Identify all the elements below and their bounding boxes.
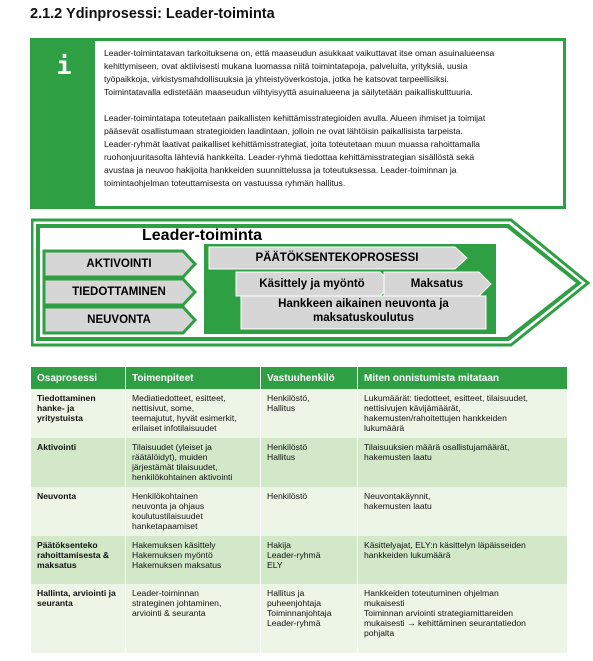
table-row: [31, 584, 567, 653]
cell-line: Leader-ryhmä: [267, 618, 321, 628]
cell-line: erilaiset infotilaisuudet: [132, 423, 217, 433]
info-box: [30, 38, 566, 209]
cell-line: mukaisesti: [364, 598, 405, 608]
table-row: [31, 438, 567, 487]
cell-line: koulutustilaisuudet: [132, 511, 203, 521]
cell-vastuuhenkilo: [261, 584, 358, 653]
label-tiedottaminen: TIEDOTTAMINEN: [72, 286, 166, 298]
cell-line: rahoittamisesta &: [37, 550, 110, 560]
process-title: PÄÄTÖKSENTEKOPROSESSI: [255, 252, 419, 264]
cell-line: yritystuista: [37, 413, 83, 423]
cell-line: Toiminnanjohtaja: [267, 608, 332, 618]
info-line: avustaa ja neuvoo hakijoita hankkeiden suunnittelussa ja toteutuksessa. Leader-toiminnan ja: [104, 165, 457, 175]
cell-line: Lukumäärät: tiedotteet, esitteet, tilaisuudet,: [364, 393, 528, 403]
info-line: Leader-toimintatapa toteutetaan paikallisten kehittämisstrategioiden avulla. Alueen ihmiset ja toimijat: [104, 113, 486, 123]
cell-line: räätälöidyt), muiden: [132, 452, 208, 462]
cell-line: hakemusten/rahoitettujen hankkeiden: [364, 413, 507, 423]
cell-osaprosessi: [31, 389, 126, 438]
cell-line: Hallinta, arviointi ja: [37, 588, 116, 598]
section-heading: 2.1.2 Ydinprosessi: Leader-toiminta: [30, 6, 275, 22]
cell-line: neuvonta ja ohjaus: [132, 501, 205, 511]
cell-osaprosessi: [31, 536, 126, 584]
info-text: [104, 47, 555, 203]
cell-toimenpiteet: [126, 487, 261, 536]
cell-vastuuhenkilo: [261, 438, 358, 487]
info-line: työpaikkoja, virkistysmahdollisuuksia ja yhteistyöverkostoja, jotka he katsovat tarpeellisiksi.: [104, 74, 449, 84]
cell-line: Hakija: [267, 540, 291, 550]
header-osaprosessi: Osaprosessi: [31, 367, 126, 389]
info-paragraph-2: [104, 112, 555, 190]
info-line: Leader-toimintatavan tarkoituksena on, että maaseudun asukkaat vaikuttavat itse oman asuinalueensa: [104, 48, 495, 58]
cell-vastuuhenkilo: [261, 389, 358, 438]
cell-toimenpiteet: [126, 389, 261, 438]
cell-toimenpiteet: [126, 536, 261, 584]
cell-vastuuhenkilo: [261, 536, 358, 584]
info-line: ruohonjuuritasolta lähteviä hankkeita. Leader-ryhmä tiedottaa kehittämisstrategian sisällöstä sekä: [104, 152, 475, 162]
header-toimenpiteet: Toimenpiteet: [126, 367, 261, 389]
cell-line: Henkilöstö: [267, 442, 308, 452]
leader-process-diagram: [31, 217, 591, 349]
cell-line: puheenjohtaja: [267, 598, 322, 608]
cell-line: hakemusten laatu: [364, 501, 432, 511]
cell-line: Neuvonta: [37, 491, 77, 501]
table-row: [31, 389, 567, 438]
cell-line: Hallitus: [267, 403, 296, 413]
cell-line: mukaisesti → kehittäminen seurantatiedon: [364, 618, 526, 628]
info-line: Toimintatavalla edistetään maaseudun viihtyisyyttä asuinalueena ja säilytetään paikalliskulttuuria.: [104, 87, 473, 97]
header-mittarit: Miten onnistumista mitataan: [364, 373, 500, 384]
cell-line: lukumäärä: [364, 423, 405, 433]
cell-toimenpiteet: [126, 438, 261, 487]
cell-line: Tiedottaminen: [37, 393, 96, 403]
cell-line: Toiminnan arviointi strategiamittareiden: [364, 608, 514, 618]
cell-line: Leader-toiminnan: [132, 588, 199, 598]
label-aktivointi: AKTIVOINTI: [86, 258, 152, 270]
cell-line: Leader-ryhmä: [267, 550, 321, 560]
cell-line: Hankkeiden toteutuminen ohjelman: [364, 588, 499, 598]
cell-vastuuhenkilo: [261, 487, 358, 536]
info-line: kehittymiseen, ovat aktiivisesti mukana luomassa niitä toimintatapoja, palveluita, yrityksiä, uusia: [104, 61, 468, 71]
cell-line: Henkilöstö: [267, 491, 308, 501]
bottom-line-2: maksatuskoulutus: [313, 312, 414, 324]
info-paragraph-1: [104, 47, 555, 99]
cell-osaprosessi: [31, 584, 126, 653]
cell-line: Hakemuksen maksatus: [132, 560, 222, 570]
cell-line: Hallitus ja: [267, 588, 305, 598]
cell-line: ELY: [267, 560, 283, 570]
cell-line: henkilökohtainen aktivointi: [132, 472, 233, 482]
cell-line: seuranta: [37, 598, 73, 608]
cell-line: järjestämät tilaisuudet,: [132, 462, 218, 472]
bottom-line-1: Hankkeen aikainen neuvonta ja: [278, 298, 449, 310]
cell-line: Hakemuksen käsittely: [132, 540, 216, 550]
cell-line: Hallitus: [267, 452, 296, 462]
cell-line: Tilaisuudet (yleiset ja: [132, 442, 212, 452]
info-line: toimintaohjelman toteuttamisesta on vastuussa ryhmän hallitus.: [104, 178, 346, 188]
cell-line: hanketapaamiset: [132, 521, 198, 531]
cell-line: hankkeiden lukumäärä: [364, 550, 451, 560]
cell-line: Päätöksenteko: [37, 540, 98, 550]
cell-mittarit: [358, 536, 567, 584]
cell-line: hakemusten laatu: [364, 452, 432, 462]
table-row: [31, 487, 567, 536]
cell-line: Henkilöstö,: [267, 393, 310, 403]
header-vastuuhenkilo: Vastuuhenkilö: [261, 367, 358, 389]
cell-mittarit: [358, 389, 567, 438]
cell-line: Neuvontakäynnit,: [364, 491, 431, 501]
cell-mittarit: [358, 438, 567, 487]
cell-line: Aktivointi: [37, 442, 77, 452]
cell-osaprosessi: [31, 487, 126, 536]
label-neuvonta: NEUVONTA: [87, 314, 151, 326]
cell-line: arviointi & seuranta: [132, 608, 206, 618]
info-line: pääsevät osallistumaan strategioiden laadintaan, jolloin ne ovat lähtöisin paikallisista tarpeista.: [104, 126, 463, 136]
table-header: [31, 367, 567, 389]
cell-line: hanke- ja: [37, 403, 75, 413]
cell-line: Mediatiedotteet, esitteet,: [132, 393, 226, 403]
step-kasittely: Käsittely ja myöntö: [259, 278, 365, 290]
cell-toimenpiteet: [126, 584, 261, 653]
step-maksatus: Maksatus: [410, 278, 464, 290]
cell-mittarit: [358, 487, 567, 536]
cell-osaprosessi: [31, 438, 126, 487]
cell-mittarit: [358, 584, 567, 653]
cell-line: Tilaisuuksien määrä osallistujamäärät,: [364, 442, 510, 452]
cell-line: Hakemuksen myöntö: [132, 550, 213, 560]
cell-line: Käsittelyajat, ELY:n käsittelyn läpäisseiden: [364, 540, 526, 550]
cell-line: pohjalta: [364, 628, 395, 638]
cell-line: teemajutut, hyvät esimerkit,: [132, 413, 237, 423]
cell-line: nettisivut, some,: [132, 403, 195, 413]
cell-line: nettisivujen kävijämäärät,: [364, 403, 461, 413]
cell-line: strateginen johtaminen,: [132, 598, 222, 608]
cell-line: maksatus: [37, 560, 77, 570]
info-sidebar: [33, 41, 95, 206]
diagram-title: Leader-toiminta: [142, 227, 263, 244]
table-row: [31, 536, 567, 584]
info-line: Leader-ryhmät laativat paikalliset kehittämisstrategiat, joita toteutetaan muun muassa rahoittamalla: [104, 139, 480, 149]
cell-line: Henkilökohtainen: [132, 491, 198, 501]
info-icon: i: [56, 51, 72, 80]
